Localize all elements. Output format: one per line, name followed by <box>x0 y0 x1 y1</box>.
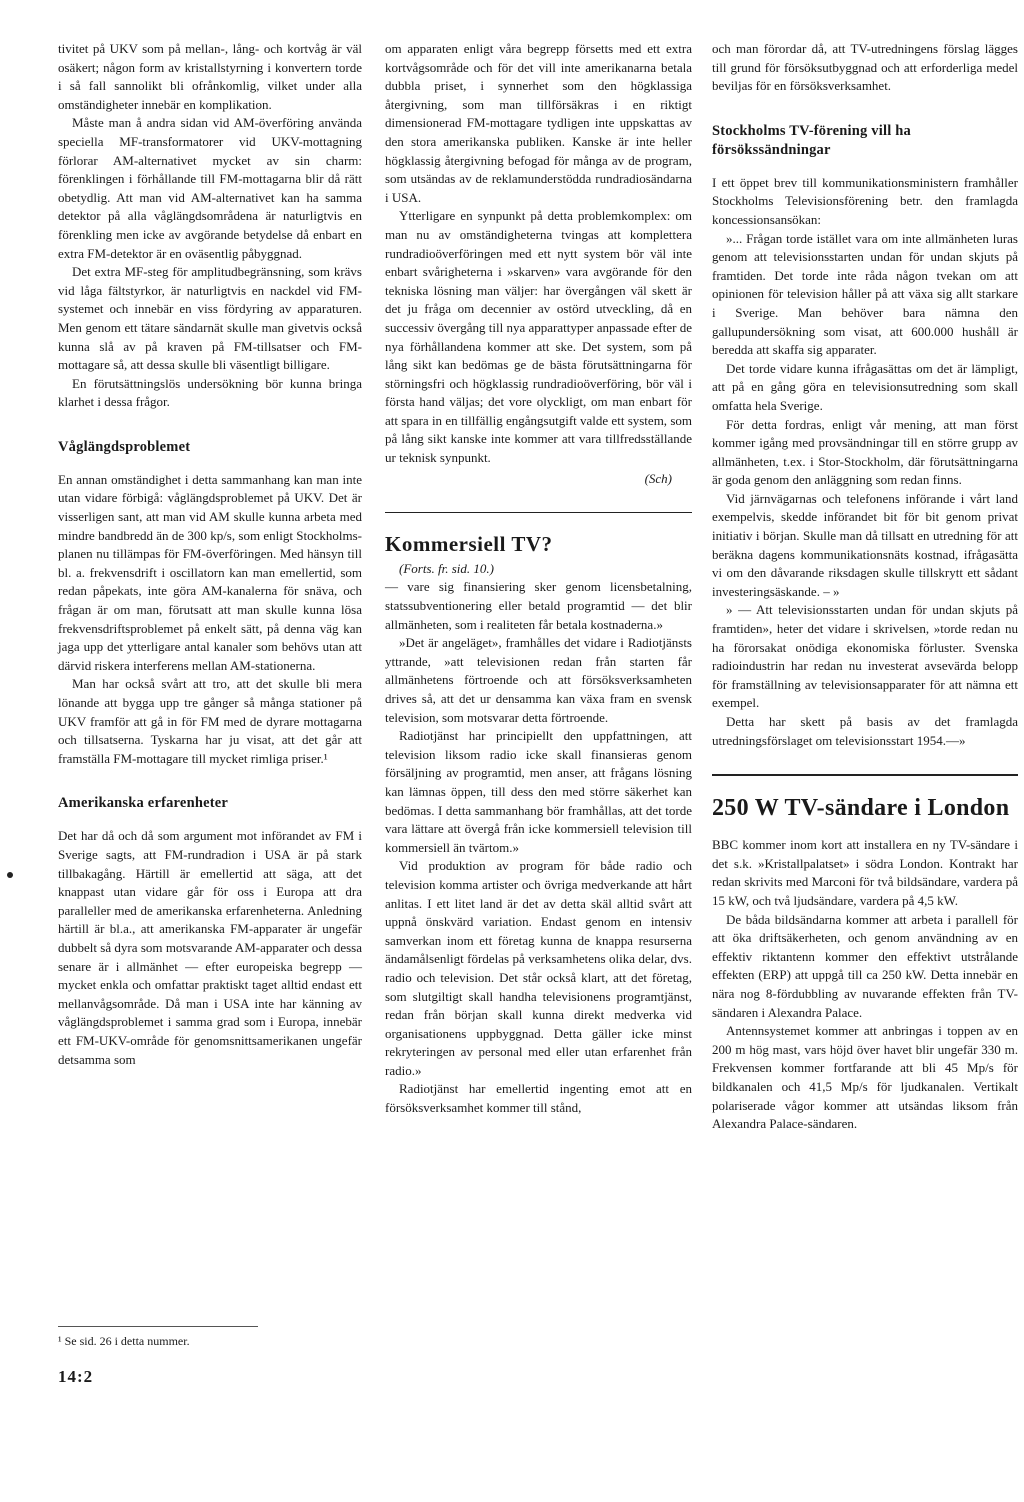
paragraph: Man har också svårt att tro, att det skulle bli mera lönande att bygga upp tre gånger så många stationer på UKV framför att gå in för FM med de dyrare mottagarna och tillsatserna. Tyskarna har ju visat, att det går att framställa FM-mottagare till mycket rimliga priser.¹ <box>58 676 362 766</box>
paragraph: och man förordar då, att TV-utredningens förslag lägges till grund för försöksutbyggnad och att erforderliga medel beviljas för en försöksverksamhet. <box>712 41 1018 94</box>
divider <box>385 512 692 513</box>
paragraph: Det extra MF-steg för amplitudbegränsning, som krävs vid låga fältstyrkor, är naturligtvis en nackdel vid FM-systemet och innebär en viss fördyring av apparaturen. Men genom ett tätare sändarnät skulle man givetvis också kunna slå av på kraven på FM-tillsatser och FM-mottagare så, att dessa skulle bli väsentligt billigare. <box>58 264 362 373</box>
paragraph: » — Att televisionsstarten undan för undan skjuts på framtiden», heter det vidare i skrivelsen, »torde redan nu ha förorsakat onödiga ekonomiska förluster. Svenska radioindustrin har redan nu investerat avsevärda belopp för framställning av televisionsapparater för att nämna ett exempel. <box>712 602 1018 711</box>
paragraph: Måste man å andra sidan vid AM-överföring använda speciella MF-transformatorer vid UKV-mottagning förlorar AM-alternativet mycket av sin charm: förenklingen i förhållande till FM-mottagarna blir då rätt obetydlig. Att man vid AM-alternativet kan ha samma detektor på alla våglängdsområdena är naturligtvis en förenkling men icke av avgörande betydelse då enbart en extra FM-detektor är en oväsentlig påbyggnad. <box>58 115 362 261</box>
stray-dot <box>7 872 13 878</box>
author-signature: (Sch) <box>644 470 672 486</box>
paragraph: Vid järnvägarnas och telefonens införande i vårt land exempelvis, skedde införandet bit för bit genom privat initiativ i början. Skulle man då tillsatt en utredning för att beräkna dagens kommunikationsnäts kostnad, ifrågasätta vi om den dåvarande riksdagen skulle tillskrytt ett sådant investeringsäskande. – » <box>712 490 1018 599</box>
footnote: ¹ Se sid. 26 i detta nummer. <box>58 1334 190 1348</box>
paragraph: För detta fordras, enligt vår mening, att man först kommer igång med provsändningar till en större grupp av allmänheten, t.ex. i Stor-Stockholm, där förutsättningarna är goda genom den anläggning som redan finns. <box>712 416 1018 488</box>
column-middle <box>385 40 692 1118</box>
divider <box>712 774 1018 776</box>
paragraph: Det har då och då som argument mot införandet av FM i Sverige sagts, att FM-rundradion i USA är på stark tillbakagång. Härtill är emellertid att säga, att det knappast utan vidare går för oss i Europa att dra paralleller med de amerikanska erfarenheterna. Anledning härtill är bl.a., att amerikanska FM-apparater är ungefär dubbelt så dyra som motsvarande AM-apparater och dessa senare är i allmänhet — efter europeiska begrepp — mycket enkla och omfattar praktiskt taget alltid endast ett mellanvågsområde. Då man i USA inte har känning av våglängdsproblemet i samma grad som i Europa, innebär ett FM-UKV-område för genomsnittsamerikanen ungefär detsamma som <box>58 828 362 1067</box>
footnote-divider <box>58 1326 258 1327</box>
article-heading-commercial-tv: Kommersiell TV? <box>385 532 553 557</box>
paragraph: Det torde vidare kunna ifrågasättas om det är lämpligt, att på en gång göra en televisionsutredning som skall omfatta hela Sverige. <box>712 360 1018 413</box>
paragraph: BBC kommer inom kort att installera en ny TV-sändare i det s.k. »Kristallpalatset» i södra London. Kontrakt har redan skrivits med Marconi för två bildsändare, vardera på 15 kW, och två ljudsändare, vardera på 4,5 kW. <box>712 837 1018 908</box>
column-right <box>712 40 1018 1134</box>
paragraph: — vare sig finansiering sker genom licensbetalning, statssubventionering eller betald programtid — det blir allmänheten, som i realiteten får betala kostnaderna.» <box>385 579 692 632</box>
paragraph: »Det är angeläget», framhålles det vidare i Radiotjänsts yttrande, »att televisionen redan från starten får allmänhetens förtroende och att försöksverksamheten drives så, att det ur densamma kan växa fram en svensk television, som motsvarar detta förtroende. <box>385 635 692 725</box>
paragraph: I ett öppet brev till kommunikationsministern framhåller Stockholms Televisionsförening betr. den framlagda koncessionsansökan: <box>712 174 1018 227</box>
section-heading-waves: Våglängdsproblemet <box>58 438 191 455</box>
paragraph: Vid produktion av program för både radio och television komma artister och övriga medverkande att hårt anlitas. I ett litet land är det av detta skäl alltid svårt att uppnå önskvärd variation. Endast genom en intensiv samverkan inom ett företag kunna de knappa resurserna ändamålsenligt fördelas på verksamhetens olika delar, dvs. radio och television. Det står också klart, att det företag, som slutgiltigt skall handha televisionens programtjänst, redan från början skall kunna direkt medverka vid organisationens uppbyggnad. Detta gäller icke minst rekryteringen av personal med eller utan erfarenhet från radio.» <box>385 858 692 1078</box>
paragraph: De båda bildsändarna kommer att arbeta i parallell för att öka driftsäkerheten, och genom användning av en effektiv riktantenn kommer den effektivt utstrålande effekten (ERP) att uppgå till ca 250 kW. Detta innebär en nära nog 8-fördubbling av nuvarande effekten från TV-sändaren i Alexandra Palace. <box>712 911 1018 1020</box>
paragraph: Radiotjänst har emellertid ingenting emot att en försöksverksamhet kommer till stånd, <box>385 1081 692 1116</box>
paragraph: Ytterligare en synpunkt på detta problemkomplex: om man nu av omständigheterna tvingas att komplettera rundradioöverföringen med ett nytt system bör väl inte enbart svårigheterna i »skarven» vara avgörande för den tekniska lösning man väljer: har övergången väl skett är det ju fråga om decennier av ostörd utveckling, då en successiv övergång till nya apparattyper anpassade efter de nya förhållandena kommer att ske. Det system, som på lång sikt kan bedömas ge de bästa förutsättningarna för störningsfri och högklassig rundradioöverföring, bör väl i första hand väljas; det vore olyckligt, om man enbart för att spara in en tillfällig engångsutgift valde ett system, som på lång sikt kanske inte kommer att vara tillfredsställande ur teknisk synpunkt. <box>385 208 692 466</box>
paragraph: En annan omständighet i detta sammanhang kan man inte utan vidare förbigå: våglängdsproblemet på UKV. Det är visserligen sant, att man vid AM skulle kunna arbeta med mindre bandbredd än de 300 kp/s, som enligt Stockholms-planen nu tillämpas för FM-överföringen. Med hänsyn till bl. a. frekvensdrift i oscillatorn kan man emellertid, som redan påpekats, inte göra AM-kanalerna för snäva, och frågan är om man, förutsatt att man skulle kunna lösa frekvensdriftsproblemet på enkelt sätt, på denna väg kan jaga upp det ytterligare antal kanaler som behövs utan att därvid riskera interferens mellan AM-stationerna. <box>58 471 362 673</box>
paragraph: Antennsystemet kommer att anbringas i toppen av en 200 m hög mast, vars höjd över havet blir ungefär 330 m. Frekvensen kommer fortfarande att bli 45 Mp/s för bildkanalen och 41,5 Mp/s för ljudkanalen. Vertikalt polariserade vågor kommer att utsändas liksom från Alexandra Palace-sändaren. <box>712 1023 1018 1132</box>
section-heading-american: Amerikanska erfarenheter <box>58 795 229 812</box>
paragraph: Radiotjänst har principiellt den uppfattningen, att television liksom radio icke skall finansieras genom försäljning av programtid, men anser, att frågans lösning kan lämnas öppen, till dess den med större säkerhet kan bedömas. I detta sammanhang bör framhållas, att det torde vara lättare att övergå från icke kommersiell television till kommersiell än tvärtom.» <box>385 728 692 855</box>
column-left <box>58 40 362 1069</box>
paragraph: En förutsättningslös undersökning bör kunna bringa klarhet i dessa frågor. <box>58 375 362 410</box>
paragraph: om apparaten enligt våra begrepp försetts med ett extra kortvågsområde och för det vill inte amerikanarna betala dubbla priset, i synnerhet som den högklassiga återgivning, som man tillförsäkras i en riktigt dimensionerad FM-mottagare tydligen inte uppskattas av den stora amerikanska publiken. Kanske är inte heller högklassig återgivning befogad för många av de program, som utsändas av de reklamunderstödda rundradiosändarna i USA. <box>385 41 692 205</box>
article-heading-london: 250 W TV-sändare i London <box>712 795 1010 822</box>
page-number: 14:2 <box>58 1367 94 1386</box>
paragraph: »... Frågan torde istället vara om inte allmänheten luras genom att televisionsstarten undan för undan skjuts på framtiden. Det torde inte råda någon tvekan om att opinionen för television håller på att växa sig allt starkare i Sverige. Man behöver bara nämna den gallupundersökning som visat, att 600.000 hushåll är beredda att skaffa sig apparater. <box>712 230 1018 358</box>
continued-note: (Forts. fr. sid. 10.) <box>399 560 494 576</box>
section-heading-tv-association: Stockholms TV-förening vill ha försökssändningar <box>712 122 911 158</box>
paragraph: tivitet på UKV som på mellan-, lång- och kortvåg är väl osäkert; någon form av kristallstyrning i konvertern torde i så fall sannolikt bli ofrånkomlig, vilket under alla omständigheter innebär en komplikation. <box>58 41 362 112</box>
paragraph: Detta har skett på basis av det framlagda utredningsförslaget om televisionsstart 1954.—» <box>712 714 1018 748</box>
